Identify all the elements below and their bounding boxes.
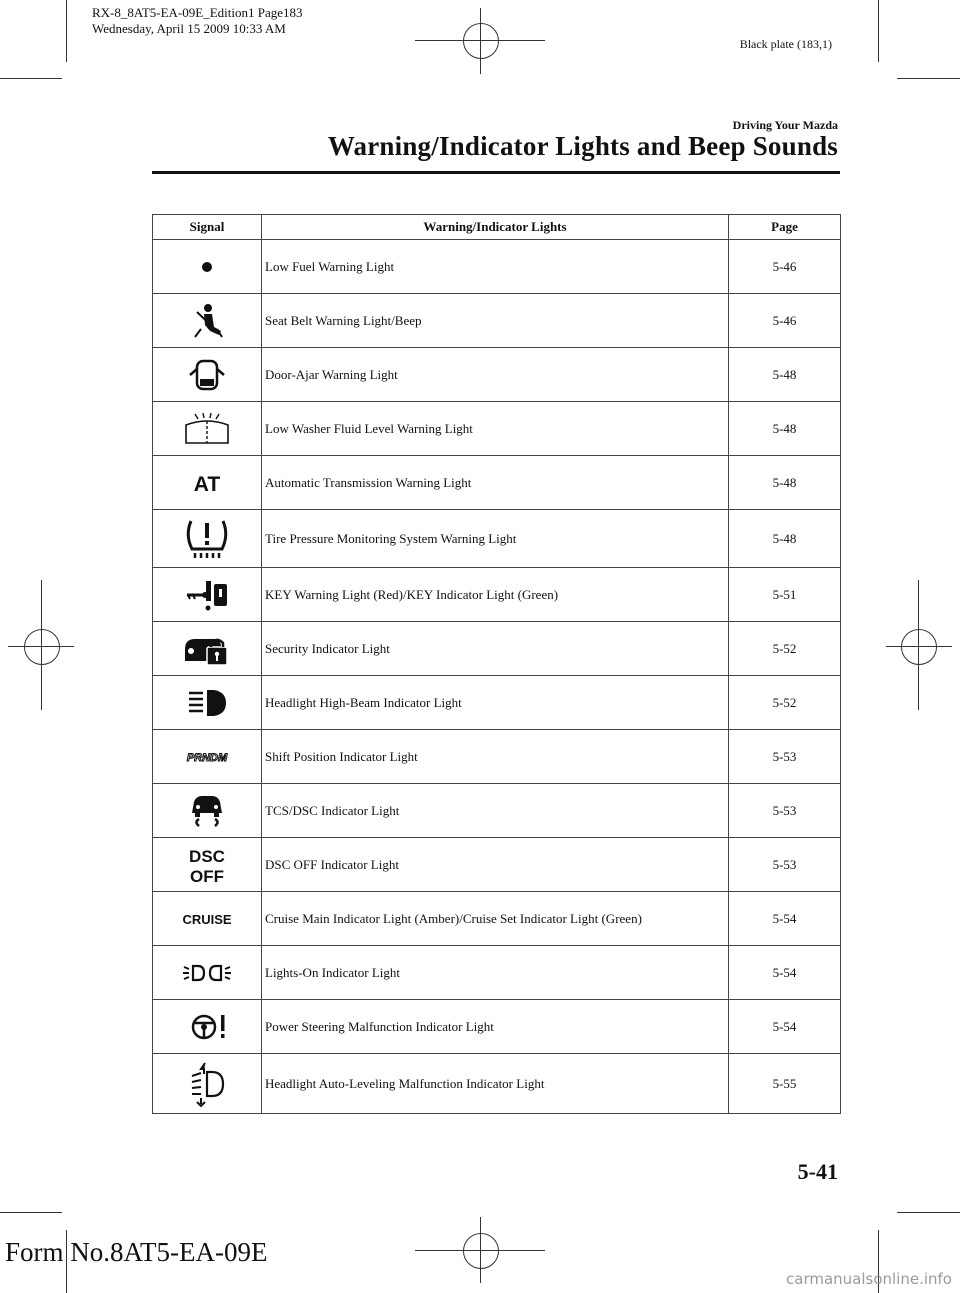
at-text-icon — [177, 468, 237, 498]
page-ref: 5-51 — [729, 568, 841, 622]
light-label: Door-Ajar Warning Light — [262, 348, 729, 402]
page-ref: 5-52 — [729, 676, 841, 730]
key-icon — [177, 575, 237, 615]
light-label: Security Indicator Light — [262, 622, 729, 676]
cruise-text: CRUISE — [182, 911, 232, 927]
table-row — [153, 892, 841, 946]
high-beam-icon — [177, 686, 237, 720]
off-text: OFF — [190, 866, 224, 886]
fuel-pump-icon — [177, 252, 237, 282]
table-row — [153, 402, 841, 456]
table-row — [153, 568, 841, 622]
print-header — [92, 5, 303, 37]
cruise-icon — [177, 908, 237, 930]
table-row — [153, 730, 841, 784]
auto-leveling-icon — [177, 1060, 237, 1108]
page-title: Warning/Indicator Lights and Beep Sounds — [327, 131, 838, 161]
page-ref: 5-54 — [729, 946, 841, 1000]
shift-position-icon — [177, 747, 237, 767]
light-label: Automatic Transmission Warning Light — [262, 456, 729, 510]
title-rule — [152, 171, 840, 174]
page-ref: 5-54 — [729, 1000, 841, 1054]
form-number: Form No.8AT5-EA-09E — [5, 1237, 268, 1267]
page-ref: 5-54 — [729, 892, 841, 946]
light-label: TCS/DSC Indicator Light — [262, 784, 729, 838]
plate-label: Black plate (183,1) — [739, 37, 832, 51]
table-row — [153, 456, 841, 510]
table-row — [153, 510, 841, 568]
dsc-text: DSC — [189, 846, 225, 866]
table-header-row — [153, 215, 841, 240]
table-row — [153, 946, 841, 1000]
watermark: carmanualsonline.info — [786, 1270, 952, 1288]
table-row — [153, 784, 841, 838]
table-row — [153, 348, 841, 402]
page-ref: 5-52 — [729, 622, 841, 676]
header-signal: Signal — [153, 215, 262, 240]
page-ref: 5-48 — [729, 402, 841, 456]
page-ref: 5-48 — [729, 348, 841, 402]
light-label: Headlight High-Beam Indicator Light — [262, 676, 729, 730]
table-row — [153, 1000, 841, 1054]
light-label: Headlight Auto-Leveling Malfunction Indicator Light — [262, 1054, 729, 1114]
light-label: Shift Position Indicator Light — [262, 730, 729, 784]
header-lights: Warning/Indicator Lights — [262, 215, 729, 240]
section-label: Driving Your Mazda — [732, 118, 838, 132]
table-row — [153, 294, 841, 348]
table-row — [153, 1054, 841, 1114]
light-label: Power Steering Malfunction Indicator Light — [262, 1000, 729, 1054]
at-text: AT — [193, 472, 221, 496]
light-label: Cruise Main Indicator Light (Amber)/Cruise Set Indicator Light (Green) — [262, 892, 729, 946]
light-label: Low Washer Fluid Level Warning Light — [262, 402, 729, 456]
warning-lights-table — [152, 214, 841, 1114]
washer-fluid-icon — [177, 411, 237, 447]
light-label: Low Fuel Warning Light — [262, 240, 729, 294]
table-row — [153, 622, 841, 676]
table-row — [153, 240, 841, 294]
light-label: Lights-On Indicator Light — [262, 946, 729, 1000]
door-ajar-icon — [177, 357, 237, 393]
date-line: Wednesday, April 15 2009 10:33 AM — [92, 21, 286, 36]
light-label: Tire Pressure Monitoring System Warning Light — [262, 510, 729, 568]
table-row — [153, 676, 841, 730]
page-ref: 5-48 — [729, 510, 841, 568]
page-ref: 5-46 — [729, 294, 841, 348]
dsc-off-icon — [177, 844, 237, 886]
page-ref: 5-53 — [729, 730, 841, 784]
page-ref: 5-53 — [729, 838, 841, 892]
light-label: Seat Belt Warning Light/Beep — [262, 294, 729, 348]
page-ref: 5-53 — [729, 784, 841, 838]
page-ref: 5-46 — [729, 240, 841, 294]
page-number: 5-41 — [797, 1159, 838, 1184]
light-label: DSC OFF Indicator Light — [262, 838, 729, 892]
tcs-dsc-icon — [177, 793, 237, 829]
lights-on-icon — [177, 958, 237, 988]
file-line: RX-8_8AT5-EA-09E_Edition1 Page183 — [92, 5, 303, 20]
tire-pressure-icon — [177, 517, 237, 561]
security-icon — [177, 631, 237, 667]
page-ref: 5-55 — [729, 1054, 841, 1114]
light-label: KEY Warning Light (Red)/KEY Indicator Light (Green) — [262, 568, 729, 622]
header-page: Page — [729, 215, 841, 240]
shift-text: PRNDM — [186, 751, 228, 764]
seat-belt-icon — [177, 303, 237, 339]
table-row — [153, 838, 841, 892]
power-steering-icon — [177, 1009, 237, 1045]
page-ref: 5-48 — [729, 456, 841, 510]
